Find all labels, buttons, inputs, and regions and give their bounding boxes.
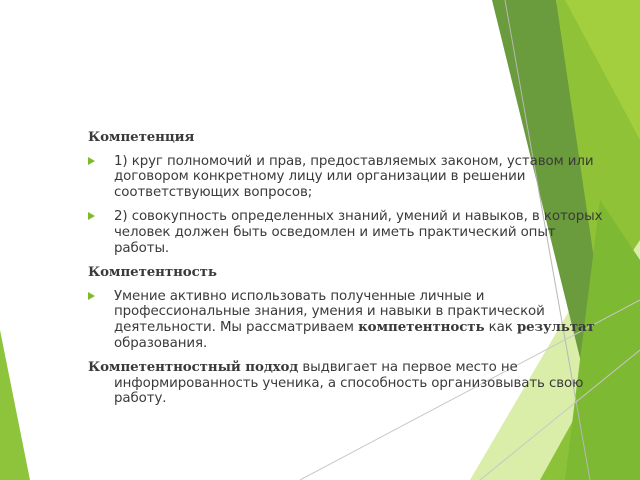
bullet-text-part: как: [484, 319, 517, 335]
bullet-text-part: образования.: [114, 335, 208, 351]
triangle-bullet-icon: [88, 157, 95, 165]
approach-paragraph: [88, 360, 608, 407]
bullet-text: 1) круг полномочий и прав, предоставляемых законом, уставом или договором конкретному лицу или организации в решении соответствующих вопросов;: [114, 153, 594, 200]
bullet-text-part: Умение активно использовать полученные личные и профессиональные знания, умения и навыки в практической деятельности. Мы рассматриваем: [114, 288, 545, 335]
bold-term-competency: компетентность: [358, 318, 485, 335]
bullet-item: [88, 209, 608, 256]
heading-competency: Компетентность: [88, 264, 217, 281]
paragraph-text: выдвигает на первое место не информированность ученика, а способность организовывать свою работу.: [114, 360, 584, 407]
left-green-wedge: [0, 330, 30, 480]
triangle-bullet-icon: [88, 292, 95, 300]
bullet-item: [88, 289, 608, 351]
bullet-text: 2) совокупность определенных знаний, умений и навыков, в которых человек должен быть осведомлен и иметь практический опыт работы.: [114, 209, 603, 256]
heading-competence: Компетенция: [88, 129, 195, 145]
slide-content: [88, 130, 608, 407]
bold-term-approach: Компетентностный подход: [88, 359, 299, 376]
bold-term-result: результат: [516, 318, 595, 335]
triangle-bullet-icon: [88, 212, 95, 220]
bullet-item: [88, 154, 608, 201]
